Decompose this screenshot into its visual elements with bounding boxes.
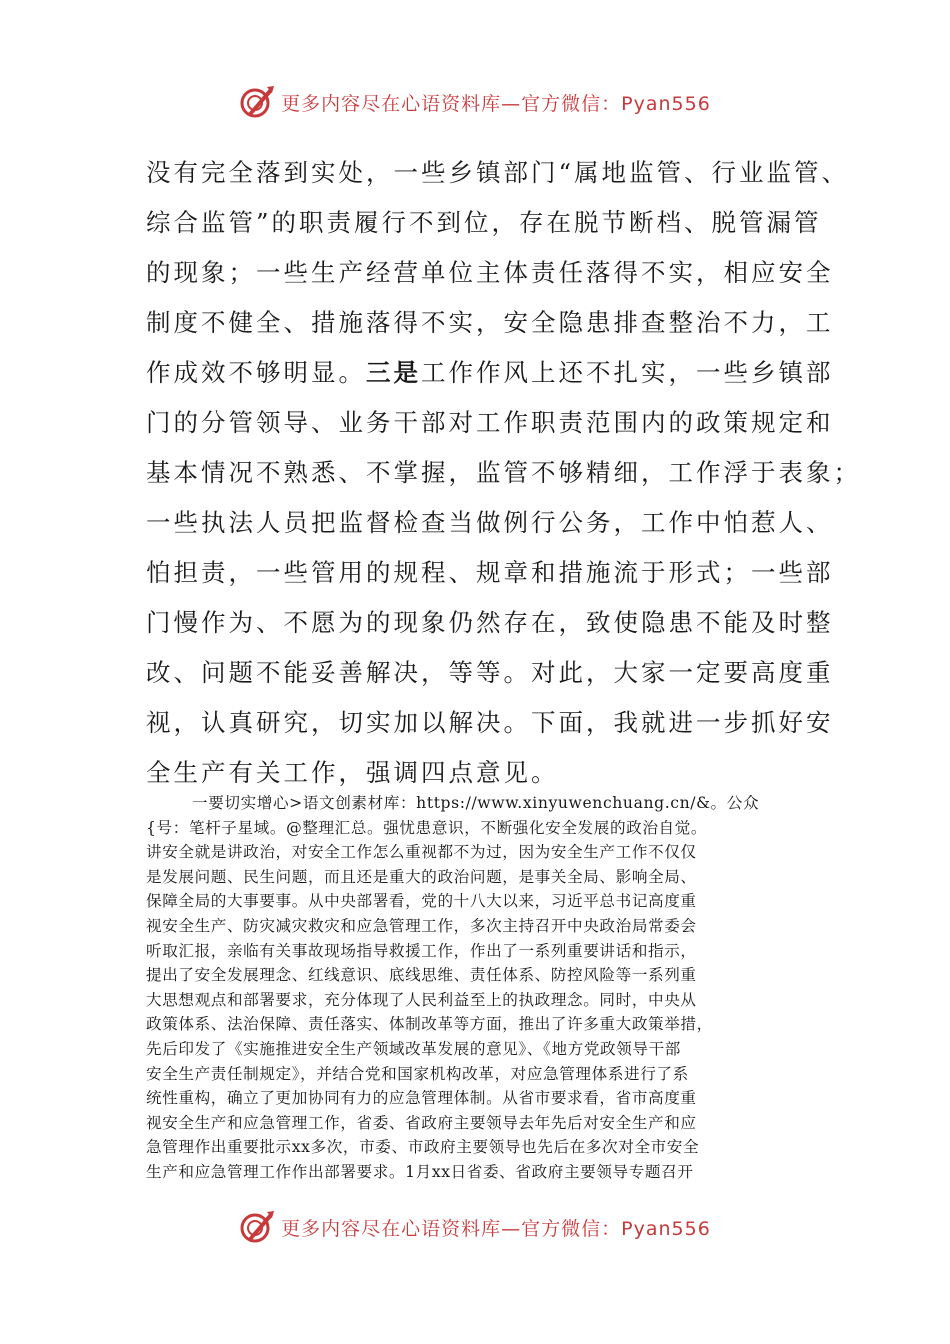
small-text-line: 是发展问题、民生问题，而且还是重大的政治问题，是事关全局、影响全局、 <box>146 867 697 886</box>
small-text-line: 听取汇报，亲临有关事故现场指导救援工作，作出了一系列重要讲话和指示， <box>146 941 697 960</box>
text-line: 怕担责，一些管用的规程、规章和措施流于形式；一些部 <box>146 558 834 587</box>
small-text-line: 视安全生产和应急管理工作，省委、省政府主要领导去年先后对安全生产和应 <box>146 1113 697 1132</box>
text-line: 一些执法人员把监督检查当做例行公务，工作中怕惹人、 <box>146 508 834 537</box>
footer-banner-text: 更多内容尽在心语资料库—官方微信：Pyan556 <box>281 1217 711 1240</box>
text-fragment: 作成效不够明显。 <box>146 358 366 387</box>
main-text-block <box>146 148 861 798</box>
text-line: 改、问题不能妥善解决，等等。对此，大家一定要高度重 <box>146 658 834 687</box>
bold-phrase: 三是 <box>366 358 421 387</box>
small-text-line: 急管理作出重要批示xx多次，市委、市政府主要领导也先后在多次对全市安全 <box>146 1138 700 1157</box>
text-line: 门慢作为、不愿为的现象仍然存在，致使隐患不能及时整 <box>146 608 834 637</box>
small-text-line: 保障全局的大事要事。从中央部署看，党的十八大以来，习近平总书记高度重 <box>146 892 697 911</box>
small-text-line: 政策体系、法治保障、责任落实、体制改革等方面，推出了许多重大政策举措， <box>146 1015 713 1034</box>
small-text-line: 安全生产责任制规定》，并结合党和国家机构改革，对应急管理体系进行了系 <box>146 1064 689 1083</box>
header-banner-text: 更多内容尽在心语资料库—官方微信：Pyan556 <box>281 92 711 115</box>
small-text-line: 生产和应急管理工作作出部署要求。1月xx日省委、省政府主要领导专题召开 <box>146 1162 694 1181</box>
small-text-line: 视安全生产、防灾减灾救灾和应急管理工作，多次主持召开中央政治局常委会 <box>146 916 697 935</box>
small-text-block <box>146 791 806 1185</box>
small-text-line: 先后印发了《实施推进安全生产领域改革发展的意见》、《地方党政领导干部 <box>146 1039 681 1058</box>
small-text-line: 统性重构，确立了更加协同有力的应急管理体制。从省市要求看，省市高度重 <box>146 1089 697 1108</box>
text-line: 全生产有关工作，强调四点意见。 <box>146 758 559 787</box>
text-line: 门的分管领导、业务干部对工作职责范围内的政策规定和 <box>146 408 834 437</box>
small-text-line: 讲安全就是讲政治，对安全工作怎么重视都不为过，因为安全生产工作不仅仅 <box>146 843 697 862</box>
footer-banner <box>0 1209 950 1245</box>
small-text-line: 大思想观点和部署要求，充分体现了人民利益至上的执政理念。同时，中央从 <box>146 990 697 1009</box>
text-line <box>146 348 834 398</box>
text-line: 的现象；一些生产经营单位主体责任落得不实，相应安全 <box>146 258 834 287</box>
text-line: 没有完全落到实处，一些乡镇部门“属地监管、行业监管、 <box>146 158 850 187</box>
quill-logo-icon <box>239 1209 275 1245</box>
small-text-line: 一要切实增心>语文创素材库：https://www.xinyuwenchuang.cn/&。公众 <box>192 794 760 812</box>
small-text-line: {号：笔杆子星域。@整理汇总。强忧患意识，不断强化安全发展的政治自觉。 <box>146 818 708 837</box>
small-text-line: 提出了安全发展理念、红线意识、底线思维、责任体系、防控风险等一系列重 <box>146 966 697 985</box>
text-fragment: 工作作风上还不扎实，一些乡镇部 <box>421 358 834 387</box>
text-line: 制度不健全、措施落得不实，安全隐患排查整治不力，工 <box>146 308 834 337</box>
text-line: 视，认真研究，切实加以解决。下面，我就进一步抓好安 <box>146 708 834 737</box>
header-banner <box>0 84 950 120</box>
quill-logo-icon <box>239 84 275 120</box>
text-line: 基本情况不熟悉、不掌握，监管不够精细，工作浮于表象； <box>146 458 861 487</box>
text-line: 综合监管”的职责履行不到位，存在脱节断档、脱管漏管 <box>146 208 822 237</box>
